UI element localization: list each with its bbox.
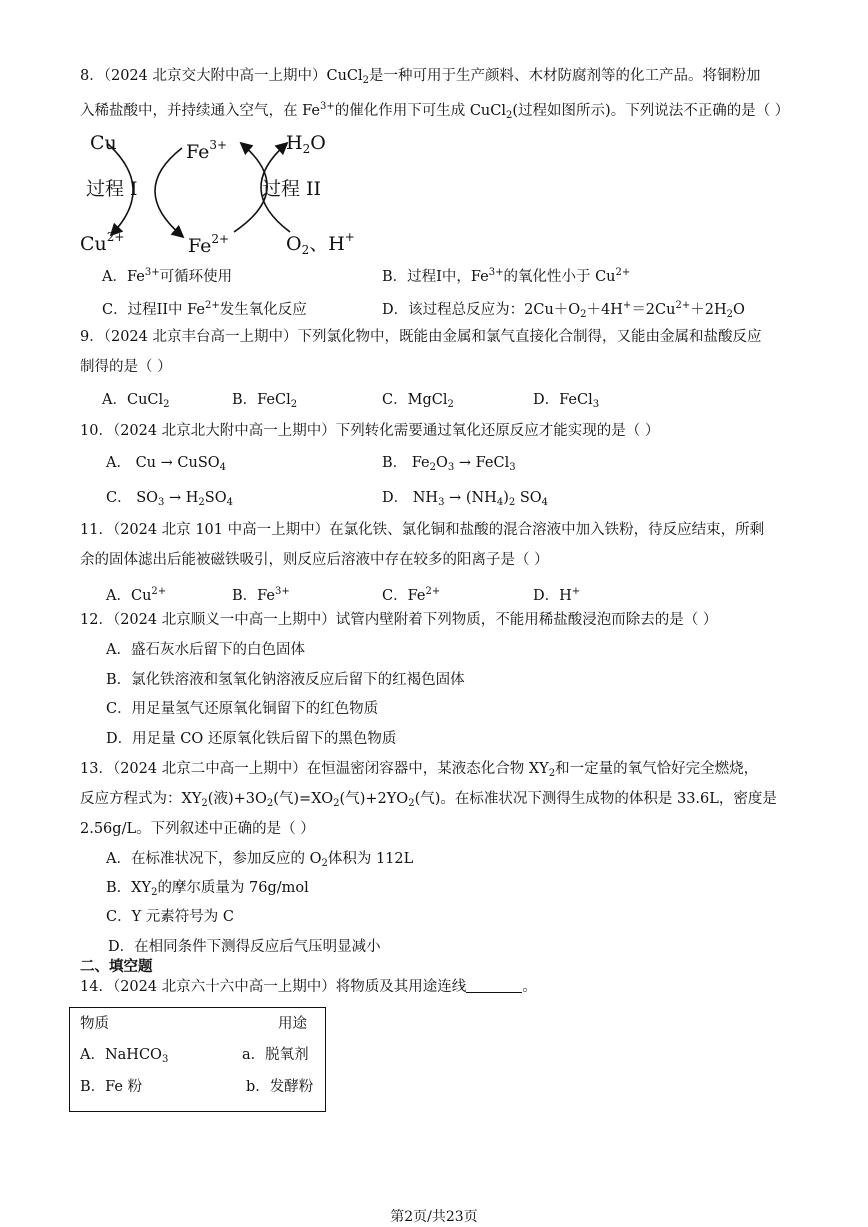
label-fe2: $Fe^{2+}$ bbox=[188, 232, 230, 257]
q8-line2: 入稀盐酸中，并持续通入空气，在 $Fe^{3+}$的催化作用下可生成 CuCl$_2$(过程如图所示)。下列说法不正确的是（ ） bbox=[80, 101, 790, 121]
label-cu: Cu bbox=[90, 132, 117, 154]
section-heading: 二、填空题 bbox=[80, 958, 153, 975]
q9-option-c: C．MgCl$_2$ bbox=[382, 392, 454, 410]
q9-option-b: B．FeCl$_2$ bbox=[232, 392, 298, 410]
q10-line1: 10．（2024 北京北大附中高一上期中）下列转化需要通过氧化还原反应才能实现的是（ ） bbox=[80, 423, 660, 439]
label-o2-h: $O_2$、H+ bbox=[286, 230, 355, 257]
q8-line1: 8．（2024 北京交大附中高一上期中）CuCl$_2$是一种可用于生产颜料、木材防腐剂等的化工产品。将铜粉加 bbox=[80, 68, 761, 86]
table-r2c1: B．Fe 粉 bbox=[80, 1079, 143, 1095]
label-fe3: $Fe^{3+}$ bbox=[186, 138, 228, 163]
q11-option-d: D．H+ bbox=[533, 586, 581, 604]
q8-option-c: C．过程II中 $Fe^{2+}$发生氧化反应 bbox=[102, 300, 307, 318]
table-r1c2: a．脱氧剂 bbox=[242, 1047, 309, 1063]
q10-option-d: D． $NH_3 \to (NH_4)_2$ $SO_4$ bbox=[382, 490, 549, 508]
q10-option-b: B． $Fe_2O_3$ → FeCl$_3$ bbox=[382, 455, 516, 473]
q12-option-c: C．用足量氢气还原氧化铜留下的红色物质 bbox=[106, 701, 379, 717]
q8-option-d: D．该过程总反应为：$2Cu+O_2+4H^+=2Cu^{2+}+2H_2O$ bbox=[382, 300, 745, 320]
table-r2c2: b．发酵粉 bbox=[246, 1079, 314, 1095]
q9-line1: 9．（2024 北京丰台高一上期中）下列氯化物中，既能由金属和氯气直接化合制得，又能由金属和盐酸反应 bbox=[80, 329, 762, 345]
q13-option-c: C．Y 元素符号为 C bbox=[106, 909, 234, 925]
q13-line2: 反应方程式为：$XY_2$(液)$+3O_2$(气)$=XO_2$(气)$+2YO_2$(气)。在标准状况下测得生成物的体积是 33.6L，密度是 bbox=[80, 791, 777, 809]
q11-option-c: C．$Fe^{2+}$ bbox=[382, 586, 441, 604]
q14-line1: 14．（2024 北京六十六中高一上期中）将物质及其用途连线 。 bbox=[80, 979, 537, 995]
table-header-substance: 物质 bbox=[80, 1016, 109, 1032]
label-h2o: $H_2O$ bbox=[286, 132, 326, 156]
q9-line2: 制得的是（ ） bbox=[80, 359, 172, 375]
label-process2: 过程 II bbox=[262, 178, 322, 200]
q11-option-b: B．$Fe^{3+}$ bbox=[232, 586, 290, 604]
q13-line3: 2.56g/L。下列叙述中正确的是（ ） bbox=[80, 821, 315, 837]
q12-option-a: A．盛石灰水后留下的白色固体 bbox=[106, 642, 305, 658]
q8-option-a: A．$Fe^{3+}$可循环使用 bbox=[102, 267, 233, 285]
q9-option-a: A．CuCl$_2$ bbox=[102, 392, 170, 410]
q8-option-b: B．过程I中，$Fe^{3+}$的氧化性小于 $Cu^{2+}$ bbox=[382, 267, 631, 285]
q11-line1: 11．（2024 北京 101 中高一上期中）在氯化铁、氯化铜和盐酸的混合溶液中加入铁粉，待反应结束，所剩 bbox=[80, 522, 765, 538]
q12-line1: 12．（2024 北京顺义一中高一上期中）试管内壁附着下列物质，不能用稀盐酸浸泡而除去的是（ ） bbox=[80, 612, 718, 628]
q13-option-a: A．在标准状况下，参加反应的 $O_2$体积为 112L bbox=[106, 851, 414, 869]
q9-option-d: D．FeCl$_3$ bbox=[533, 392, 600, 410]
q13-option-b: B．$XY_2$的摩尔质量为 76g/mol bbox=[106, 880, 309, 898]
q13-line1: 13．（2024 北京二中高一上期中）在恒温密闭容器中，某液态化合物 $XY_2$和一定量的氧气恰好完全燃烧， bbox=[80, 761, 759, 779]
label-cu2: $Cu^{2+}$ bbox=[80, 230, 125, 255]
q13-option-d: D．在相同条件下测得反应后气压明显减小 bbox=[108, 939, 381, 955]
arc-process1-right bbox=[155, 148, 182, 236]
q10-option-a: A． Cu → CuSO$_4$ bbox=[106, 455, 227, 473]
table-header-use: 用途 bbox=[278, 1016, 307, 1032]
page-footer: 第2页/共23页 bbox=[390, 1209, 478, 1225]
q10-option-c: C． $SO_3 \to H_2SO_4$ bbox=[106, 490, 233, 508]
answer-blank bbox=[466, 978, 522, 993]
label-process1: 过程 I bbox=[86, 178, 138, 200]
q12-option-b: B．氯化铁溶液和氢氧化钠溶液反应后留下的红褐色固体 bbox=[106, 672, 465, 688]
q11-line2: 余的固体滤出后能被磁铁吸引，则反应后溶液中存在较多的阳离子是（ ） bbox=[80, 552, 549, 568]
table-r1c1: A．NaHCO$_3$ bbox=[80, 1047, 169, 1065]
q11-option-a: A．$Cu^{2+}$ bbox=[106, 586, 167, 604]
matching-table bbox=[69, 1007, 326, 1112]
process-diagram bbox=[76, 128, 366, 257]
q12-option-d: D．用足量 CO 还原氧化铁后留下的黑色物质 bbox=[106, 731, 397, 747]
